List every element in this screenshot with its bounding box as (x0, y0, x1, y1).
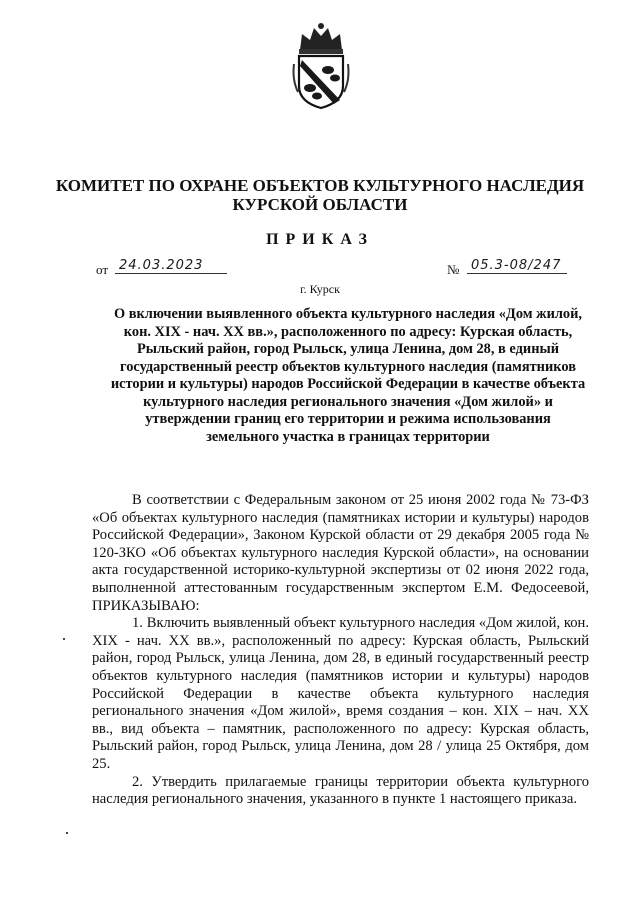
coat-of-arms-icon (290, 20, 352, 110)
body-item-2: 2. Утвердить прилагаемые границы территории объекта культурного наследия регионального значения, указанного в пункте 1 настоящего приказа. (92, 773, 589, 808)
body-item-1: 1. Включить выявленный объект культурного наследия «Дом жилой, кон. XIX - нач. XX вв.», расположенный по адресу: Курская область, Рыльский район, город Рыльск, улица Ленина, дом 28, в единый государственный реестр объектов культурного наследия (памятников истории и культуры) народов Российской Федерации в качестве объекта культурного наследия регионального значения «Дом жилой», время создания – кон. XIX – нач. XX вв., вид объекта – памятник, расположенного по адресу: Курская область, Рыльский район, город Рыльск, улица Ленина, дом 28 / улица 25 Октября, дом 25. (92, 615, 589, 772)
body-intro-paragraph: В соответствии с Федеральным законом от 25 июня 2002 года № 73-ФЗ «Об объектах культурного наследия (памятниках истории и культуры) народов Российской Федерации», Законом Курской области от 29 декабря 2005 года № 120-ЗКО «Об объектах культурного наследия Курской области», на основании акта государственной историко-культурной экспертизы от 02 июня 2022 года, выполненной аттестованным государственным экспертом Е.М. Федосеевой, ПРИКАЗЫВАЮ: (92, 492, 589, 614)
order-title: О включении выявленного объекта культурного наследия «Дом жилой, кон. XIX - нач. XX вв.», расположенного по адресу: Курская область, Рыльский район, город Рыльск, улица Ленина, дом 28, в единый государственный реестр объектов культурного наследия (памятников истории и культуры) народов Российской Федерации в качестве объекта культурного наследия регионального значения «Дом жилой» и утверждении границ его территории и режима использования земельного участка в границах территории (110, 306, 586, 445)
scan-speck (63, 638, 65, 640)
organization-name-line1: КОМИТЕТ ПО ОХРАНЕ ОБЪЕКТОВ КУЛЬТУРНОГО НАСЛЕДИЯ (55, 176, 585, 195)
city-line: г. Курск (300, 282, 340, 296)
number-label: № (447, 262, 460, 277)
organization-name-line2: КУРСКОЙ ОБЛАСТИ (232, 195, 408, 214)
scan-speck (66, 832, 68, 834)
document-type-heading: ПРИКАЗ (266, 231, 374, 248)
order-body (92, 492, 589, 809)
date-label: от (96, 262, 109, 277)
number-value: 05.3-08/247 (467, 258, 567, 274)
date-value: 24.03.2023 (115, 258, 227, 274)
